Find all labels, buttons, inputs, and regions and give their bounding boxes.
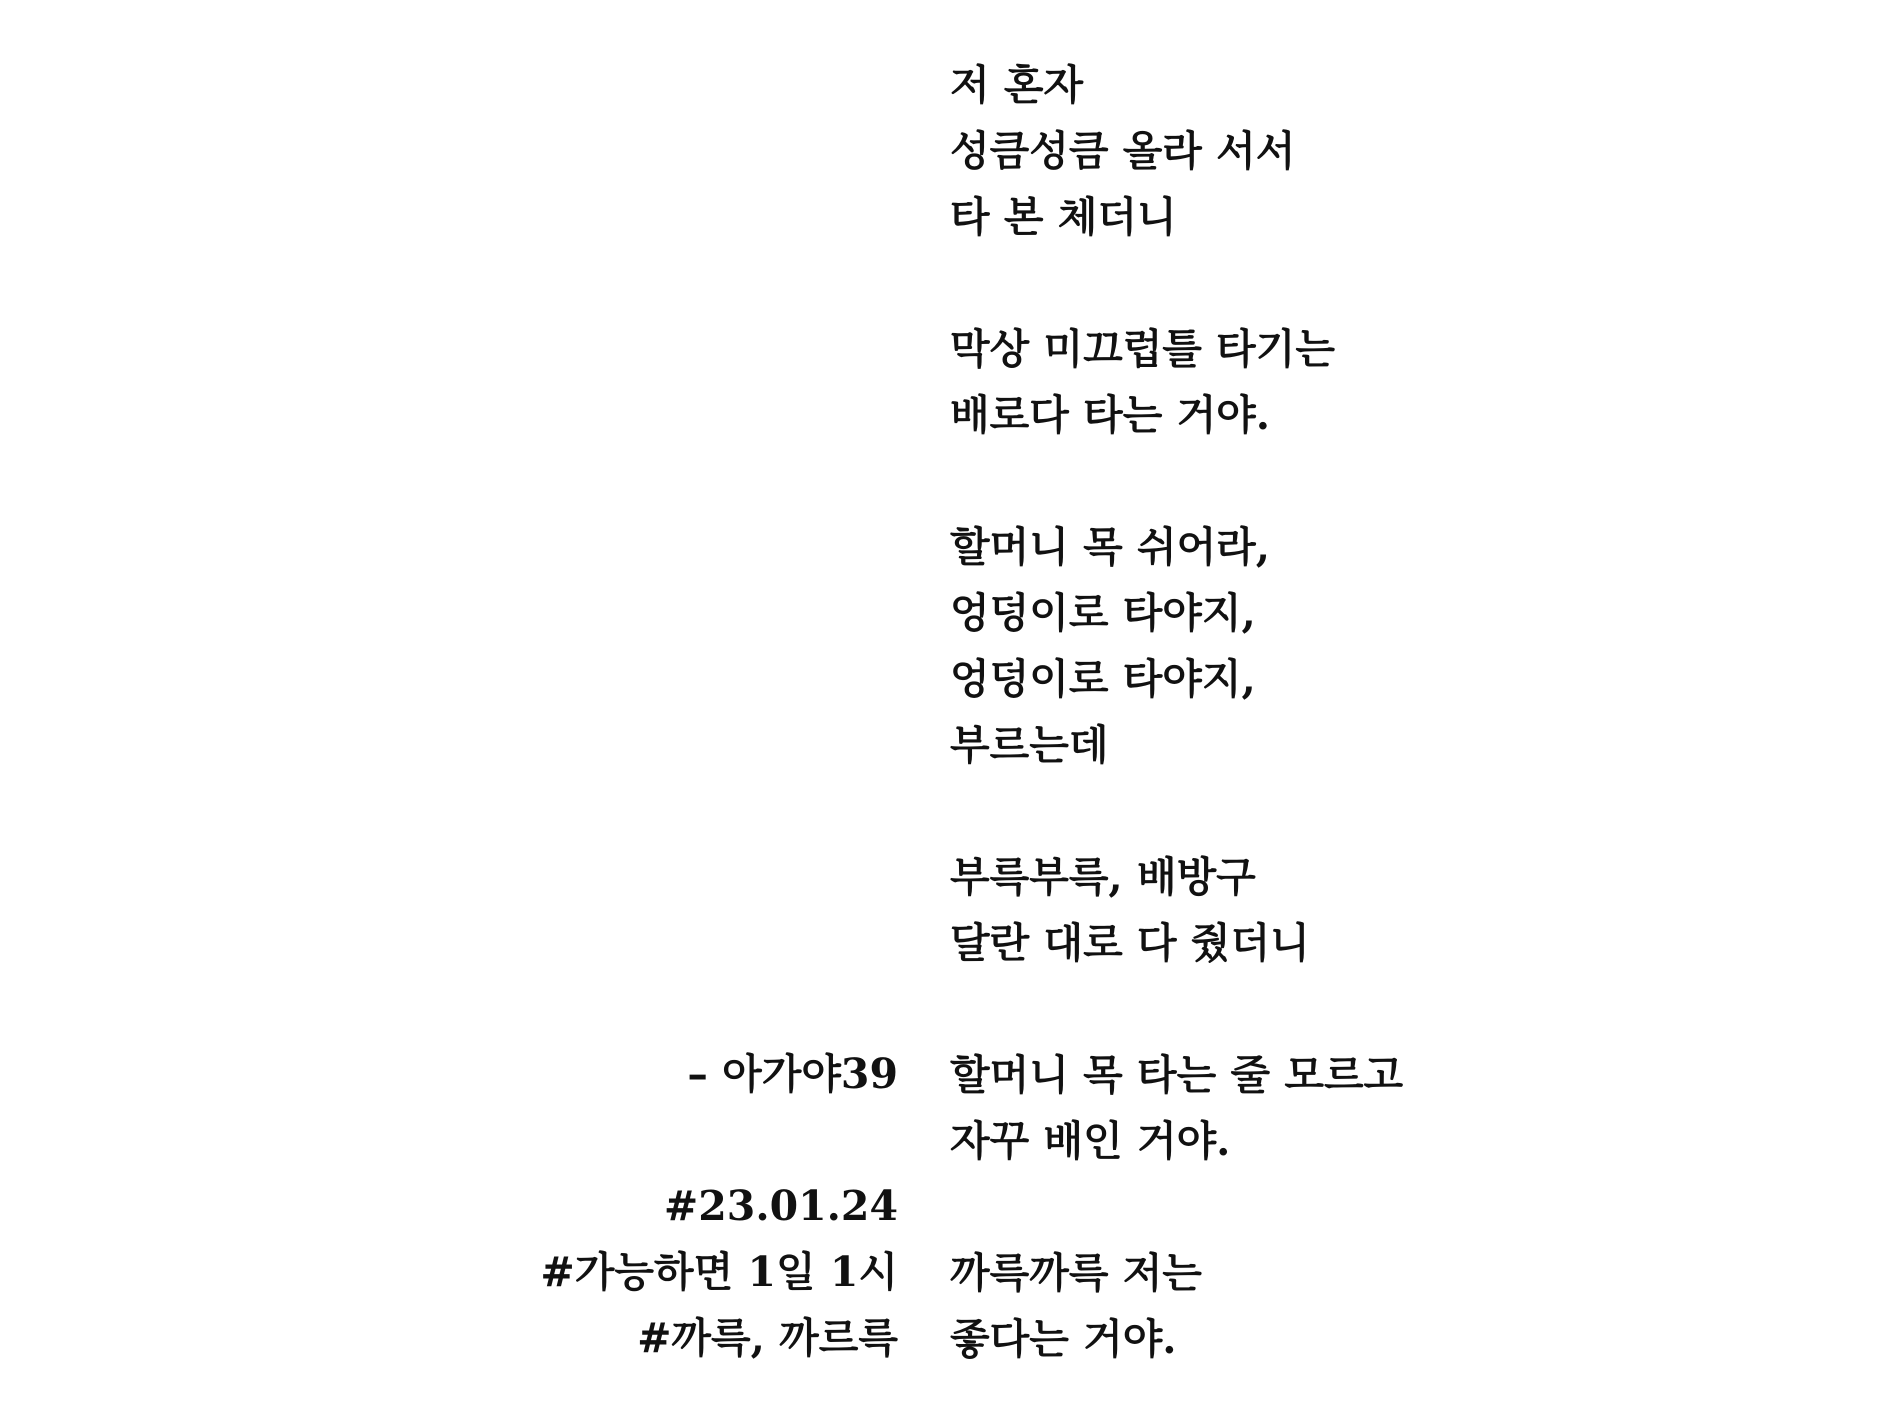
poem-line: 성큼성큼 올라 서서 [950,127,1296,175]
tag-date: #23.01.24 [663,1182,898,1230]
poem-line: 할머니 목 쉬어라, [950,523,1271,571]
poem-line: 엉덩이로 타야지, [950,589,1256,637]
tag-list [540,1173,898,1371]
stanza-6 [950,1240,1403,1372]
tag-item: #가능하면 1일 1시 [540,1248,898,1296]
poem-line: 자꾸 배인 거야. [950,1117,1231,1165]
stanza-2 [950,316,1403,448]
poem-line: 할머니 목 타는 줄 모르고 [950,1051,1404,1099]
tag-item: #까륵, 까르륵 [637,1314,898,1362]
poem-line: 까륵까륵 저는 [950,1249,1202,1297]
poem-line: 막상 미끄럽틀 타기는 [950,325,1336,373]
poem-line: 부륵부륵, 배방구 [950,853,1256,901]
stanza-1 [950,52,1403,250]
author-signature [687,1041,898,1107]
poem-line: 배로다 타는 거야. [950,391,1271,439]
author-name: – 아가야39 [687,1050,898,1098]
poem-line: 달란 대로 다 줬더니 [950,919,1310,967]
poem-line: 엉덩이로 타야지, [950,655,1256,703]
poem-line: 부르는데 [950,721,1109,769]
stanza-4 [950,844,1403,976]
poem-line: 저 혼자 [950,61,1084,109]
poem-body [950,52,1403,1372]
stanza-3 [950,514,1403,778]
stanza-5 [950,1042,1403,1174]
poem-line: 타 본 체더니 [950,193,1177,241]
poem-line: 좋다는 거야. [950,1315,1177,1363]
